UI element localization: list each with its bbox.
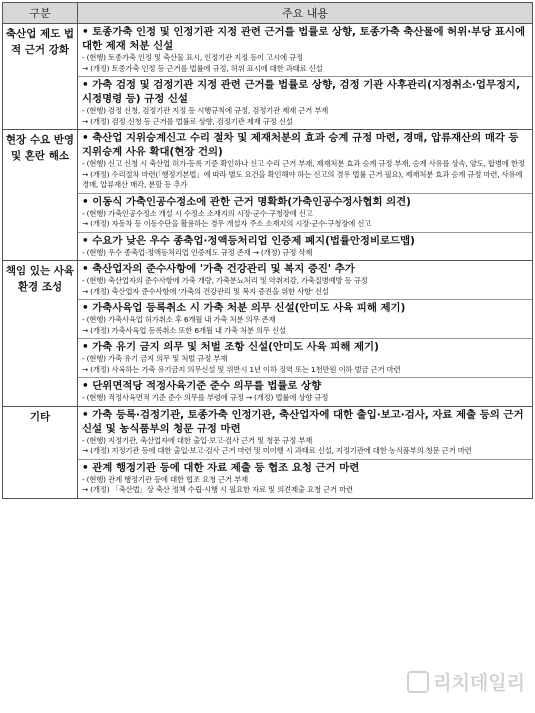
reform-table [2,2,533,499]
category-cell: 축산업 제도 법적 근거 강화 [3,24,78,130]
item-sub: → (개정) 자동차 등 이동수단을 활용하는 경우 개설자 주소 소재지의 시장·군수·구청장에 신고 [82,219,372,228]
content-cell [78,24,533,130]
table-row [3,130,533,261]
item-sub: - (현행) 우수 종축업·정액등처리업 인증제도 규정 존재 → (개정) 규정 삭제 [82,247,313,257]
item-sub: → (개정) 축산업자 준수사항에 '가축의 건강관리 및 복지 증진을 위한 사항' 신설 [82,286,329,296]
list-item [78,76,532,129]
item-main: • 가축 검정 및 검정기관 지정 관련 근거를 법률로 상향, 검정 기관 사후관리(지정취소·업무정지, 시정명령 등) 규정 신설 [82,79,521,105]
item-sub: - (현행) 토종가축 인정 및 축산물 표시, 인정기관 지정 등이 고시에 규정 [82,53,303,62]
item-sub: - (현행) 가축 유기 금지 의무 및 처벌 규정 부재 [82,354,228,363]
item-main: • 토종가축 인정 및 인정기관 지정 관련 근거를 법률로 상향, 토종가축 축산물에 허위·부당 표시에 대한 제재 처분 신설 [82,26,525,52]
table-row [3,406,533,498]
item-sub: → (개정) 사육하는 가축 유기금지 의무신설 및 위반시 1년 이하 징역 또는 1천만원 이하 벌금 근거 마련 [82,364,401,374]
list-item [78,407,532,459]
category-cell: 현장 수요 반영 및 혼란 해소 [3,130,78,261]
item-main: • 이동식 가축인공수정소에 관한 근거 명확화(가축인공수정사협회 의견) [82,195,411,208]
item-main: • 수요가 낮은 우수 종축업·정액등처리업 인증제 폐지(법률안정비로드맵) [82,234,415,247]
header-category: 구분 [3,3,78,24]
table-row [3,261,533,407]
list-item [78,232,532,261]
list-item [78,377,532,406]
item-sub: - (현행) 신고 신청 시 축산업 허가·등록 기준 확인하나 신고 수리 근거 부재, 제재처분 효과 승계 규정 부재, 승계 사유를 상속, 양도, 합병에 한정 [82,159,525,168]
item-main: • 관계 행정기관 등에 대한 자료 제출 등 협조 요청 근거 마련 [82,461,360,474]
list-item [78,24,532,76]
item-main: • 축산업 지위승계신고 수리 절차 및 제재처분의 효과 승계 규정 마련, 경매, 압류재산의 매각 등 지위승계 사유 확대(현장 건의) [82,132,519,158]
list-item [78,130,532,193]
item-sub: - (현행) 가축사육업 허가취소 후 6개월 내 가축 처분 의무 존재 [82,315,276,324]
item-main: • 가축 유기 금지 의무 및 처벌 조항 신설(안미도 사육 피해 제기) [82,341,379,353]
category-cell: 기타 [3,406,78,498]
table-row [3,24,533,130]
item-sub: → (개정) 가축사육업 등록취소 또한 6개월 내 가축 처분 의무 신설 [82,325,286,335]
item-sub: - (현행) 지정기관, 축산업자에 대한 출입·보고·검사 근거 및 청문 규정 부재 [82,435,313,445]
item-sub: - (현행) 검정 신청, 검정기관 지정 등 시행규칙에 규정, 검정기관 제재 근거 부재 [82,106,329,115]
item-sub: - (현행) 축산업자의 준수사항에 가축 개량, 가축분뇨처리 및 악취저감, 가축질병예방 등 규정 [82,276,368,285]
item-sub: - (현행) 가축인공수정소 개설 시 수정소 소재지의 시장·군수·구청장에 신고 [82,208,313,218]
category-cell: 책임 있는 사육환경 조성 [3,261,78,407]
content-cell [78,406,533,498]
item-sub: → (개정) 수리절차 마련(「행정기본법」에 따라 별도 요건을 확인해야 하는 신고의 경우 법률 근거 필요), 제재처분 효과 승계 규정 마련, 사유에 경매, 압류재산 매각, 분할 등 추가 [82,169,523,189]
item-sub: - (현행) 적정사육면적 기준 준수 의무를 부령에 규정 → (개정) 법률에 상향 규정 [82,393,329,402]
item-sub: - (현행) 관계 행정기관 등에 대한 협조 요청 근거 부재 [82,474,248,484]
list-item [78,299,532,338]
watermark-logo-icon [407,671,429,693]
item-main: • 가축사육업 등록취소 시 가축 처분 의무 신설(안미도 사육 피해 제기) [82,302,406,314]
item-main: • 가축 등록·검정기관, 토종가축 인정기관, 축산업자에 대한 출입·보고·검사, 자료 제출 등의 근거 신설 및 농식품부의 청문 규정 마련 [82,408,524,435]
item-main: • 단위면적당 적정사육기준 준수 의무를 법률로 상향 [82,380,322,392]
item-main: • 축산업자의 준수사항에 '가축 건강관리 및 복지 증진' 추가 [82,263,355,275]
content-cell [78,261,533,407]
content-cell [78,130,533,261]
item-sub: → (개정) 「축산법」상 축산 정책 수립·시행 시 필요한 자료 및 의견제출 요청 근거 마련 [82,485,353,494]
list-item [78,459,532,498]
list-item [78,338,532,377]
header-content: 주요 내용 [78,3,533,24]
list-item [78,193,532,232]
item-sub: → (개정) 검정 신청 등 근거를 법률로 상향, 검정기관 제재 규정 신설 [82,116,293,126]
watermark-text: 리치데일리 [433,672,525,694]
item-sub: → (개정) 지정기관 등에 대한 출입·보고·검사 근거 마련 및 미이행 시 과태료 신설, 지정기관에 대한 농식품부의 청문 근거 마련 [82,446,472,455]
item-sub: → (개정) 토종가축 인정 등 근거를 법률에 규정, 허위 표시에 대한 과태료 신설 [82,63,323,73]
watermark [407,668,525,695]
list-item [78,261,532,299]
